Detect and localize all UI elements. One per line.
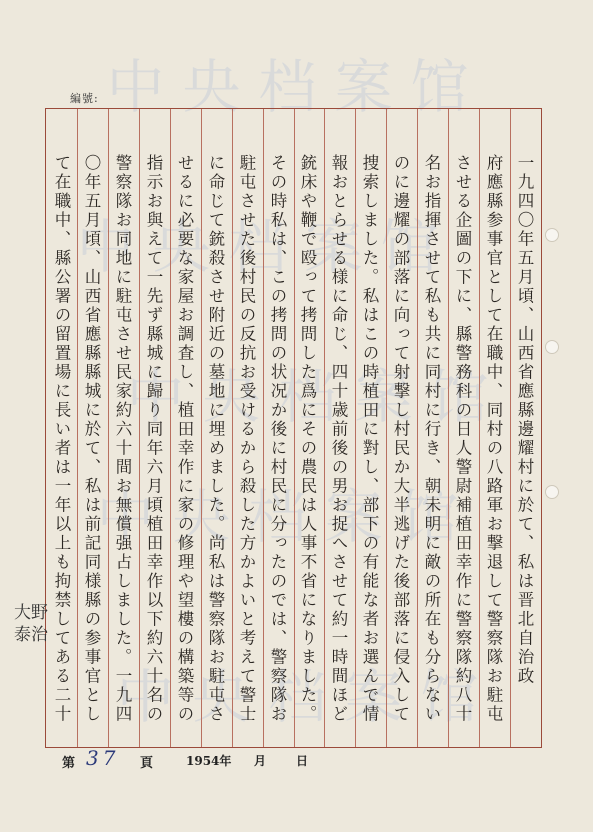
page-prefix: [62, 752, 75, 771]
page-number: [86, 746, 119, 770]
text-column: 警察隊お同地に駐屯させ民家約六十間お無償强占しました。一九四: [113, 154, 132, 724]
page-prefix-text: 第: [62, 756, 76, 771]
text-column: 名お指揮させて私も共に同村に行き、朝未明に敵の所在も分らない: [422, 154, 441, 724]
page-suffix: [140, 752, 153, 771]
text-column: させる企圖の下に、縣警務科の日人警尉補植田幸作に警察隊約八十: [453, 154, 472, 724]
signature: 大野泰治: [14, 603, 48, 645]
text-column: 駐屯させた後村民の反抗お受けるから殺した方かよいと考えて警士: [237, 154, 256, 724]
text-column: 銃床や鞭で殴って拷問した爲にその農民は人事不省になりました。: [298, 154, 317, 724]
binding-hole: [545, 340, 559, 354]
page-number-value: 37: [86, 746, 120, 770]
text-column: 指示お與えて一先ず縣城に歸り同年六月頃植田幸作以下約六十名の: [144, 154, 163, 724]
text-column: 〇年五月頃、山西省應縣縣城に於て、私は前記同様縣の参事官とし: [82, 154, 101, 724]
text-column: その時私は、この拷問の状况か後に村民に分ったのでは、警察隊お: [268, 154, 287, 724]
footer-day: 日: [296, 754, 309, 768]
text-column: のに邊耀の部落に向って射撃し村民か大半逃げた後部落に侵入して: [391, 154, 410, 724]
watermark-text: 中央档案馆: [126, 363, 507, 431]
text-column: 報おとらせる様に命じ、四十歳前後の男お捉へさせて約一時間ほど: [329, 154, 348, 724]
text-column: 捜索しました。私はこの時植田に對し、部下の有能な者お選んで情: [360, 154, 379, 724]
text-column: 府應縣参事官として在職中、同村の八路軍お撃退して警察隊お駐屯: [484, 154, 503, 724]
watermark-text: 中央档案馆: [96, 483, 477, 551]
binding-hole: [545, 228, 559, 242]
text-column: て在職中、縣公署の留置場に長い者は一年以上も拘禁してある二十: [52, 154, 71, 724]
text-column: に命じて銃殺させ附近の墓地に埋めました。尚私は警察隊お駐屯さ: [206, 154, 225, 724]
watermark-text: 中央档案馆: [116, 663, 497, 731]
page-suffix-text: 頁: [140, 756, 154, 771]
serial-number-label: 編號:: [70, 92, 99, 105]
watermark-text: 中央档案馆: [76, 213, 457, 281]
watermark-text: 中央档案馆: [106, 53, 487, 121]
binding-hole: [545, 485, 559, 499]
footer-year: 1954年: [186, 754, 232, 768]
text-column: せるに必要な家屋お調査し、植田幸作に家の修理や望樓の構築等の: [175, 154, 194, 724]
text-column: 一九四〇年五月頃、山西省應縣邊耀村に於て、私は晋北自治政: [515, 154, 534, 686]
footer-month: 月: [254, 754, 267, 768]
